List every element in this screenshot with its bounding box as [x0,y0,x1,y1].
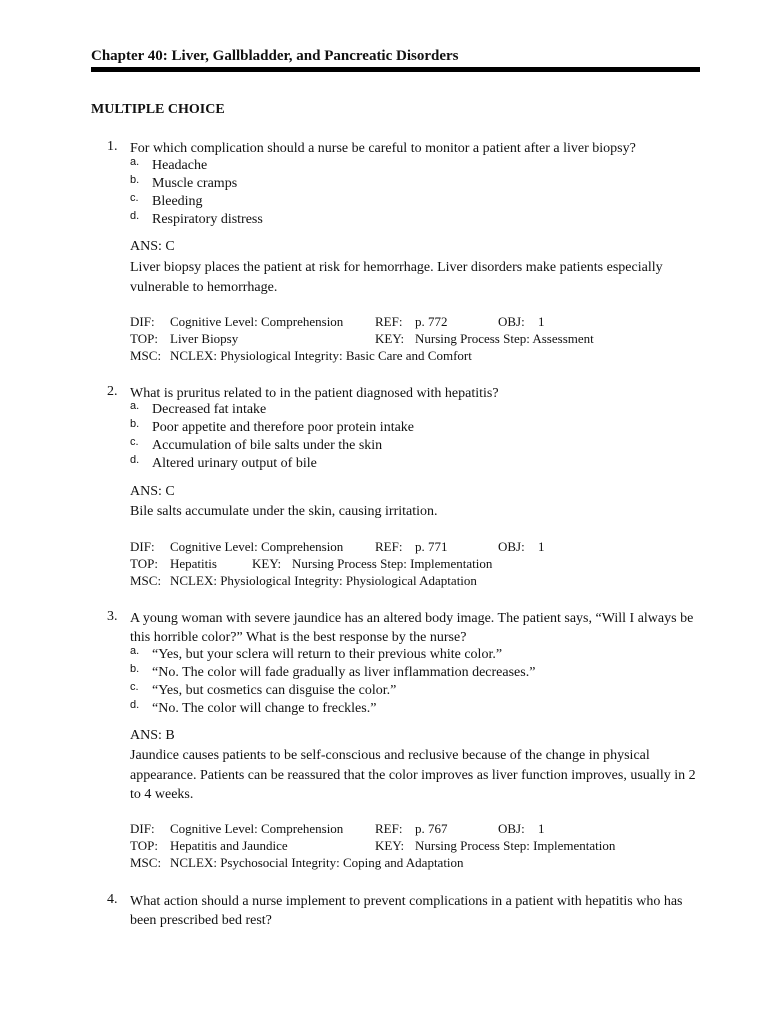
option-text: Headache [152,158,208,173]
obj-label: OBJ: [498,821,525,836]
meta-row-top [130,331,710,348]
ref-value: p. 767 [415,821,448,836]
chapter-title: Chapter 40: Liver, Gallbladder, and Pancreatic Disorders [91,48,459,64]
meta-row-msc [130,573,710,590]
option-letter: a. [130,645,140,657]
key-value: Nursing Process Step: Implementation [415,838,616,853]
rationale: Jaundice causes patients to be self-conscious and reclusive because of the change in physical appearance. Patients can be reassured that the color improves as liver function improves, usually in 2 to 4 weeks. [130,748,696,802]
key-value: Nursing Process Step: Implementation [292,556,493,571]
question-stem: A young woman with severe jaundice has an altered body image. The patient says, “Will I always be this horrible color?” What is the best response by the nurse? [130,611,694,645]
key-label: KEY: [375,331,405,346]
option-text: Muscle cramps [152,176,238,191]
option-text: “No. The color will fade gradually as liver inflammation decreases.” [152,665,536,680]
obj-label: OBJ: [498,314,525,329]
option-letter: c. [130,681,139,693]
option-letter: b. [130,174,140,186]
top-label: TOP: [130,556,158,571]
question-number: 1. [107,139,118,154]
top-label: TOP: [130,838,158,853]
option-text: Altered urinary output of bile [152,456,317,471]
key-value: Nursing Process Step: Assessment [415,331,594,346]
dif-label: DIF: [130,539,155,554]
option-d [130,701,690,719]
ref-label: REF: [375,821,403,836]
option-text: Poor appetite and therefore poor protein intake [152,420,415,435]
option-letter: d. [130,210,140,222]
meta-row-top [130,838,710,855]
top-value: Hepatitis [170,556,217,571]
key-label: KEY: [252,556,282,571]
msc-value: NCLEX: Physiological Integrity: Basic Care and Comfort [170,348,472,363]
rationale: Liver biopsy places the patient at risk for hemorrhage. Liver disorders make patients especially vulnerable to hemorrhage. [130,260,663,295]
meta-row-dif [130,539,710,556]
msc-value: NCLEX: Psychosocial Integrity: Coping and Adaptation [170,855,464,870]
top-label: TOP: [130,331,158,346]
option-c [130,194,690,212]
question-number: 3. [107,609,118,624]
meta-row-msc [130,855,710,872]
option-b [130,665,690,683]
msc-value: NCLEX: Physiological Integrity: Physiological Adaptation [170,573,477,588]
question-stem: For which complication should a nurse be careful to monitor a patient after a liver biopsy? [130,141,636,156]
obj-value: 1 [538,539,545,554]
option-letter: d. [130,454,140,466]
option-letter: a. [130,156,140,168]
option-letter: a. [130,400,140,412]
ref-value: p. 772 [415,314,448,329]
rationale: Bile salts accumulate under the skin, causing irritation. [130,504,438,519]
option-a [130,158,690,176]
dif-value: Cognitive Level: Comprehension [170,539,344,554]
key-label: KEY: [375,838,405,853]
option-b [130,420,690,438]
meta-row-dif [130,314,710,331]
meta-row-dif [130,821,710,838]
ref-label: REF: [375,314,403,329]
option-d [130,456,690,474]
option-letter: c. [130,436,139,448]
top-value: Hepatitis and Jaundice [170,838,288,853]
option-letter: d. [130,699,140,711]
ref-value: p. 771 [415,539,448,554]
option-b [130,176,690,194]
msc-label: MSC: [130,855,162,870]
section-heading: MULTIPLE CHOICE [91,102,225,117]
answer-line: ANS: C [130,239,175,254]
option-text: “No. The color will change to freckles.” [152,701,377,716]
obj-value: 1 [538,821,545,836]
option-c [130,683,690,701]
option-d [130,212,690,230]
question-number: 2. [107,384,118,399]
obj-value: 1 [538,314,545,329]
option-a [130,647,690,665]
answer-line: ANS: B [130,728,175,743]
dif-label: DIF: [130,314,155,329]
option-c [130,438,690,456]
option-text: “Yes, but cosmetics can disguise the color.” [152,683,397,698]
question-stem: What action should a nurse implement to prevent complications in a patient with hepatitis who has been prescribed bed rest? [130,894,683,928]
top-value: Liver Biopsy [170,331,239,346]
meta-row-top [130,556,710,573]
question-number: 4. [107,892,118,907]
msc-label: MSC: [130,573,162,588]
obj-label: OBJ: [498,539,525,554]
dif-value: Cognitive Level: Comprehension [170,821,344,836]
msc-label: MSC: [130,348,162,363]
option-a [130,402,690,420]
title-rule [91,67,700,72]
meta-row-msc [130,348,710,365]
option-text: “Yes, but your sclera will return to their previous white color.” [152,647,503,662]
option-text: Accumulation of bile salts under the skin [152,438,383,453]
dif-label: DIF: [130,821,155,836]
option-letter: c. [130,192,139,204]
option-text: Bleeding [152,194,203,209]
question-stem: What is pruritus related to in the patient diagnosed with hepatitis? [130,386,499,401]
option-text: Decreased fat intake [152,402,267,417]
answer-line: ANS: C [130,484,175,499]
option-letter: b. [130,663,140,675]
option-letter: b. [130,418,140,430]
option-text: Respiratory distress [152,212,263,227]
ref-label: REF: [375,539,403,554]
dif-value: Cognitive Level: Comprehension [170,314,344,329]
